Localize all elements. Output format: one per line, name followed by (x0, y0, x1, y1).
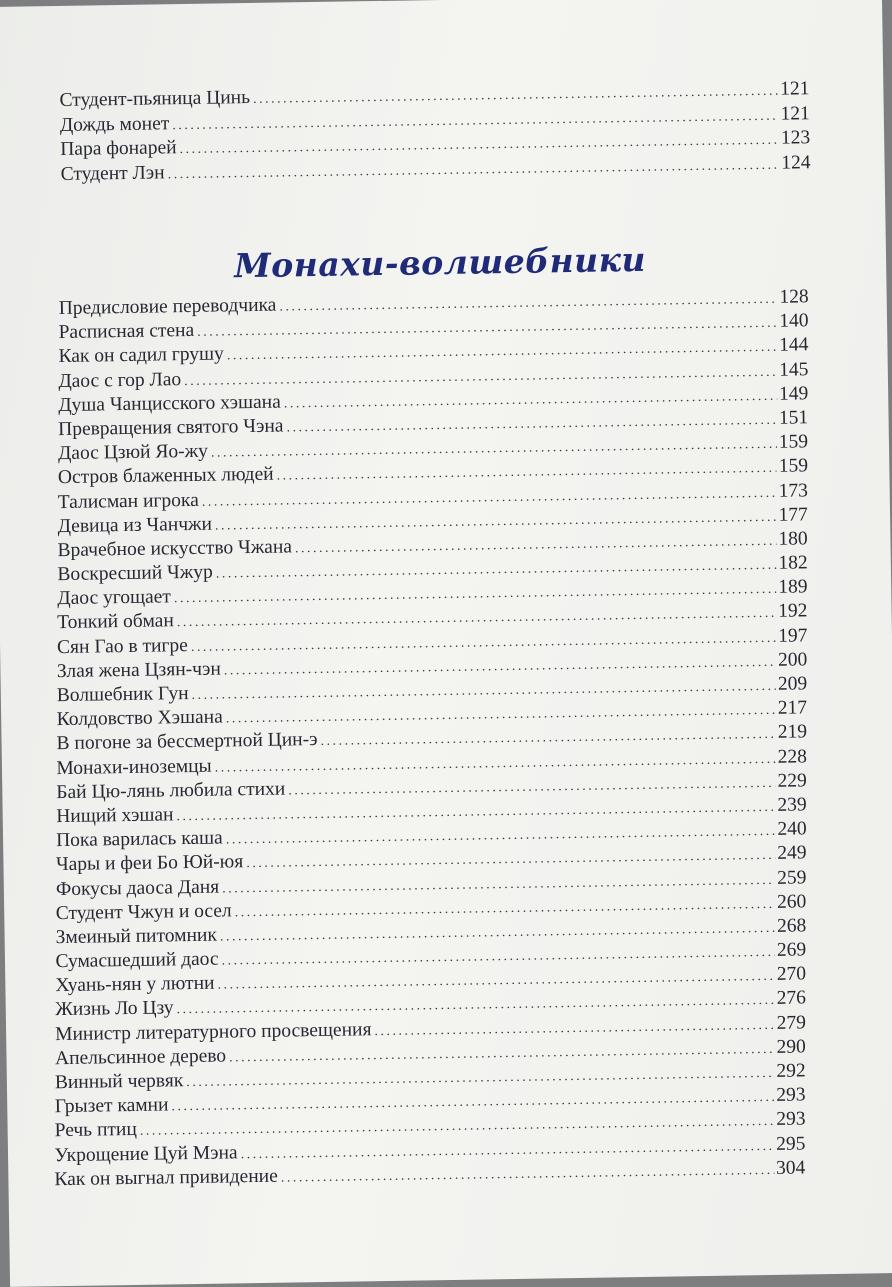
bleed-through-text (80, 23, 730, 47)
toc-entry-title: Грызет камни (54, 1094, 169, 1118)
toc-entry-title: Предисловие переводчика (58, 294, 277, 320)
toc-entry-page-number: 149 (778, 383, 809, 405)
toc-entry-page-number: 192 (778, 600, 808, 623)
toc-section-list (0, 285, 892, 1194)
toc-entry-page-number: 200 (777, 649, 808, 671)
toc-entry-page-number: 259 (777, 866, 807, 889)
toc-entry-page-number: 151 (778, 407, 809, 429)
section-heading: Монахи-волшебники (233, 239, 647, 286)
toc-entry-title: Бай Цю-лянь любила стихи (56, 778, 286, 803)
toc-entry-page-number: 182 (778, 552, 808, 574)
toc-entry-page-number: 209 (777, 673, 808, 695)
toc-entry-page-number: 269 (776, 939, 807, 961)
toc-entry-page-number: 293 (776, 1084, 806, 1107)
toc-entry-page-number: 219 (777, 721, 808, 744)
toc-entry-page-number: 228 (777, 745, 808, 768)
toc-entry-page-number: 159 (778, 455, 809, 478)
toc-entry-page-number: 239 (777, 794, 807, 816)
toc-entry-title: Студент Лэн (60, 161, 165, 185)
toc-entry-title: Тонкий обман (57, 610, 174, 634)
toc-entry-page-number: 268 (776, 915, 807, 937)
toc-entry-title: Злая жена Цзян-чэн (56, 658, 221, 682)
toc-entry-title: Министр литературного просвещения (54, 1018, 372, 1045)
toc-entry-title: Волшебник Гун (56, 683, 189, 707)
toc-entry-title: Даос с гор Лао (58, 368, 182, 392)
dot-leader (281, 1163, 775, 1187)
toc-entry-page-number: 145 (778, 358, 809, 381)
toc-entry-page-number: 249 (777, 842, 807, 865)
toc-entry-title: Змеиный питомник (55, 924, 218, 949)
toc-entry-page-number: 128 (779, 286, 809, 308)
dot-leader (168, 157, 780, 183)
toc-entry-title: Укрощение Цуй Мэна (54, 1141, 238, 1166)
toc-entry-page-number: 189 (778, 576, 808, 599)
toc-entry-title: Сумасшедший даос (55, 948, 219, 973)
toc-entry-title: Нищий хэшан (56, 804, 174, 828)
toc-entry-page-number: 229 (777, 770, 807, 792)
toc-entry-title: Колдовство Хэшана (56, 706, 223, 731)
toc-entry-title: Воскресший Чжур (57, 561, 213, 586)
toc-entry-page-number: 276 (776, 987, 807, 1010)
toc-entry-title: Остров блаженных людей (57, 464, 274, 489)
toc-entry-title: Апельсинное дерево (54, 1045, 227, 1070)
toc-entry-title: Сян Гао в тигре (56, 634, 189, 658)
toc-entry-page-number: 293 (776, 1108, 806, 1131)
toc-entry-title: Врачебное искусство Чжана (57, 536, 293, 561)
toc-entry-title: Чары и феи Бо Юй-юя (55, 851, 244, 876)
toc-entry-page-number: 240 (777, 818, 807, 840)
toc-entry-page-number: 270 (776, 963, 807, 986)
toc-entry-title: Как он выгнал привидение (54, 1165, 278, 1190)
toc-entry-page-number: 124 (781, 151, 811, 174)
toc-entry-title: Винный червяк (54, 1070, 184, 1094)
toc-entry-title: Талисман игрока (57, 489, 199, 513)
toc-entry-title: Дождь монет (59, 112, 170, 136)
toc-entry-page-number: 290 (776, 1036, 806, 1058)
toc-entry-page-number: 121 (780, 102, 810, 125)
toc-previous-section (0, 77, 885, 189)
toc-entry-page-number: 197 (777, 624, 808, 647)
toc-entry-title: Речь птиц (54, 1119, 137, 1142)
toc-entry-page-number: 144 (779, 334, 809, 357)
toc-entry-page-number: 279 (776, 1012, 807, 1034)
toc-entry-page-number: 304 (775, 1157, 806, 1179)
toc-entry-title: Студент-пьяница Цинь (59, 87, 251, 112)
toc-entry-title: В погоне за бессмертной Цин-э (56, 729, 318, 755)
toc-entry-title: Монахи-иноземцы (56, 755, 212, 779)
toc-entry-page-number: 295 (776, 1132, 806, 1155)
toc-entry-page-number: 177 (778, 503, 808, 526)
toc-entry-title: Превращения святого Чэна (57, 415, 284, 441)
toc-entry-page-number: 121 (779, 78, 810, 100)
dot-leader (374, 1018, 774, 1040)
toc-entry-page-number: 292 (776, 1060, 806, 1082)
toc-entry-title: Даос угощает (57, 586, 172, 610)
toc-entry-title: Фокусы даоса Даня (55, 876, 220, 900)
toc-entry-title: Даос Цзюй Яо-жу (57, 440, 209, 465)
toc-entry-title: Расписная стена (58, 320, 195, 344)
toc-entry-title: Пара фонарей (60, 137, 177, 160)
toc-entry-page-number: 180 (778, 528, 808, 550)
toc-entry-title: Душа Чанцисского хэшана (58, 391, 281, 416)
toc-entry-title: Жизнь Ло Цзу (55, 997, 174, 1021)
toc-entry-title: Пока варилась каша (55, 827, 223, 852)
toc-entry-page-number: 123 (780, 127, 811, 149)
toc-entry-page-number: 140 (779, 310, 809, 332)
toc-entry-title: Девица из Чанчжи (57, 513, 213, 537)
toc-entry-page-number: 217 (777, 697, 808, 719)
toc-entry-title: Как он садил грушу (58, 343, 224, 368)
toc-entry-title: Хуань-нян у лютни (55, 972, 215, 997)
toc-entry-page-number: 260 (776, 891, 807, 913)
toc-entry-page-number: 159 (778, 431, 809, 453)
toc-entry-title: Студент Чжун и осел (55, 900, 232, 924)
toc-entry-page-number: 173 (778, 479, 809, 502)
